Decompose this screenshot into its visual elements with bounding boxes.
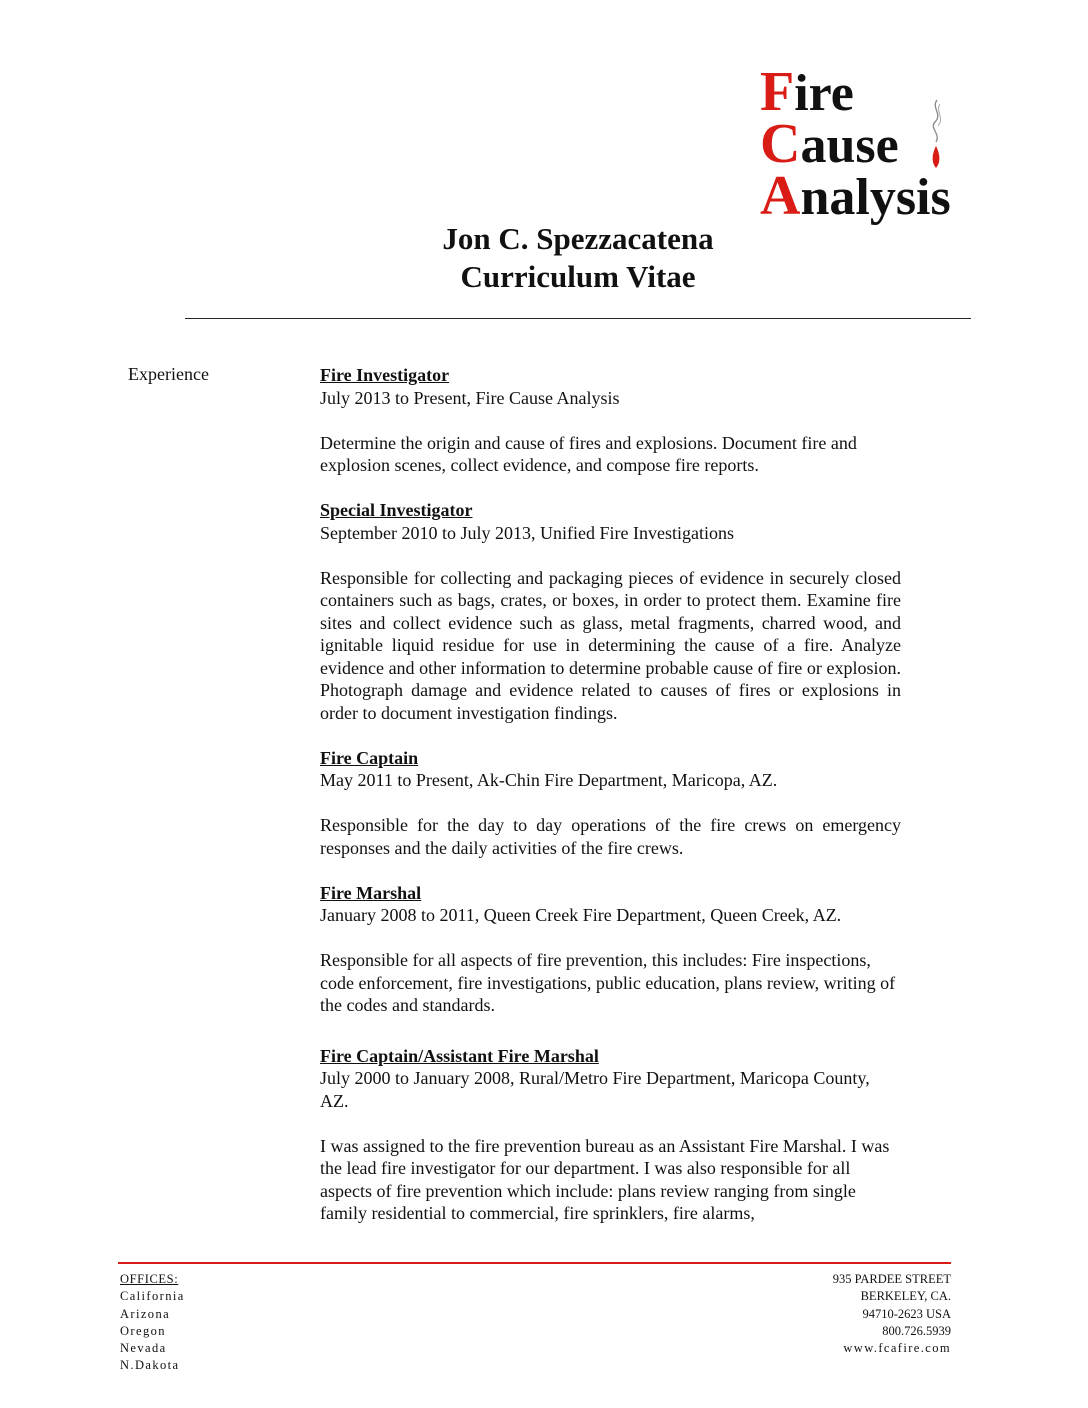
logo-line-fire: Fire [760, 61, 854, 123]
section-label-experience: Experience [128, 364, 209, 384]
job-dates: January 2008 to 2011, Queen Creek Fire Department, Queen Creek, AZ. [320, 905, 842, 925]
job-entry [320, 747, 901, 860]
phone-number: 800.726.5939 [882, 1323, 951, 1338]
document-title [320, 220, 836, 296]
job-description: Responsible for collecting and packaging pieces of evidence in securely closed containers such as bags, crates, or boxes, in order to protect them. Examine fire sites and collect evidence such as glass, metal fragments, charred wood, and ignitable liquid residue for use in determining the cause of a fire. Analyze evidence and other information to determine probable cause of fire or explosion. Photograph damage and evidence related to causes of fires or explosions in order to document investigation findings. [320, 567, 901, 723]
job-title: Fire Captain/Assistant Fire Marshal [320, 1045, 599, 1066]
logo-line-analysis: Analysis [760, 165, 951, 227]
offices-list [120, 1271, 185, 1375]
job-description: I was assigned to the fire prevention bureau as an Assistant Fire Marshal. I was the lead fire investigator for our department. I was also responsible for all aspects of fire prevention which include: plans review ranging from single family residential to commercial, fire sprinklers, fire alarms, [320, 1135, 890, 1223]
office-location: Arizona [120, 1306, 171, 1321]
footer-divider [118, 1262, 951, 1264]
address-line: BERKELEY, CA. [860, 1289, 951, 1304]
logo-line-cause: Cause [760, 113, 899, 175]
address-line: 94710-2623 USA [862, 1306, 951, 1321]
address-line: 935 PARDEE STREET [832, 1272, 951, 1286]
header-divider [185, 318, 971, 319]
job-entry [320, 882, 901, 1017]
smoke-flame-icon [925, 96, 949, 176]
job-title: Fire Marshal [320, 882, 422, 903]
office-location: Oregon [120, 1323, 166, 1338]
offices-label: OFFICES: [120, 1272, 179, 1286]
person-name: Jon C. Spezzacatena [442, 221, 714, 256]
job-dates: September 2010 to July 2013, Unified Fire Investigations [320, 522, 734, 543]
job-entry [320, 1045, 901, 1225]
cv-title: Curriculum Vitae [460, 259, 696, 294]
job-dates: July 2000 to January 2008, Rural/Metro Fire Department, Maricopa County, AZ. [320, 1068, 870, 1111]
experience-list [320, 364, 901, 1247]
company-logo [760, 61, 970, 227]
job-description: Responsible for all aspects of fire prevention, this includes: Fire inspections, code enforcement, fire investigations, public education, plans review, writing of the codes and standards. [320, 950, 896, 1015]
website-link[interactable]: www.fcafire.com [843, 1341, 951, 1356]
job-title: Fire Captain [320, 747, 419, 768]
job-description: Responsible for the day to day operations of the fire crews on emergency responses and the daily activities of the fire crews. [320, 815, 901, 858]
job-title: Fire Investigator [320, 365, 450, 385]
job-dates: July 2013 to Present, Fire Cause Analysis [320, 387, 620, 408]
job-entry [320, 499, 901, 724]
company-address [833, 1271, 951, 1357]
job-description: Determine the origin and cause of fires and explosions. Document fire and explosion scenes, collect evidence, and compose fire reports. [320, 432, 857, 475]
office-location: Nevada [120, 1341, 167, 1356]
job-title: Special Investigator [320, 500, 473, 520]
job-entry [320, 364, 901, 477]
office-location: N.Dakota [120, 1358, 180, 1373]
office-location: California [120, 1289, 185, 1304]
job-dates: May 2011 to Present, Ak-Chin Fire Department, Maricopa, AZ. [320, 770, 778, 790]
